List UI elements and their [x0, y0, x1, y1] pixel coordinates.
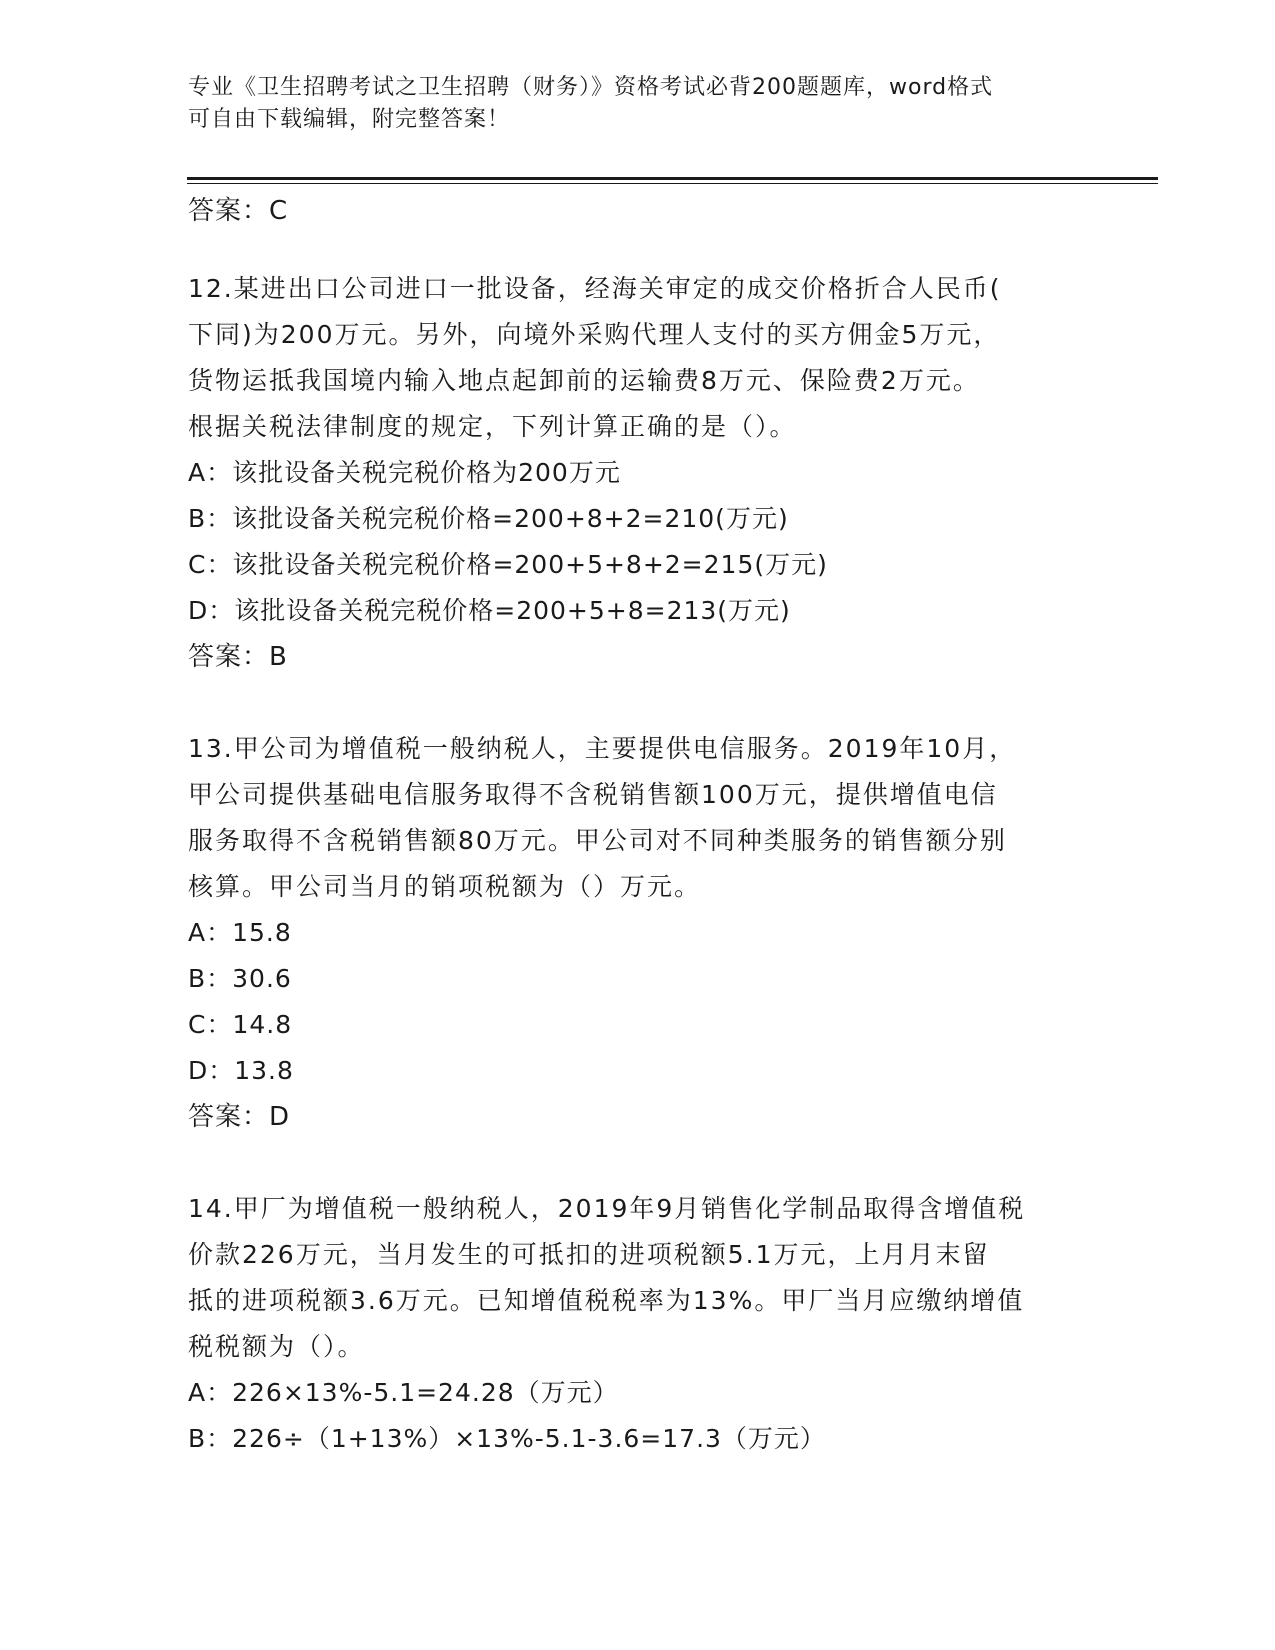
page-header — [188, 72, 1068, 136]
option-d: D：该批设备关税完税价格=200+5+8=213(万元) — [188, 596, 791, 625]
previous-answer: 答案：C — [188, 196, 289, 226]
option-b: B：226÷（1+13%）×13%-5.1-3.6=17.3（万元） — [188, 1424, 826, 1453]
header-divider-thin — [187, 183, 1158, 184]
question-line: 12.某进出口公司进口一批设备，经海关审定的成交价格折合人民币( — [188, 274, 1002, 303]
question-line: 税税额为（）。 — [188, 1332, 365, 1361]
answer: 答案：B — [188, 642, 288, 672]
question-line: 服务取得不含税销售额80万元。甲公司对不同种类服务的销售额分别 — [188, 826, 1007, 855]
option-b: B：该批设备关税完税价格=200+8+2=210(万元) — [188, 504, 789, 533]
question-line: 14.甲厂为增值税一般纳税人，2019年9月销售化学制品取得含增值税 — [188, 1194, 1026, 1223]
question-line: 抵的进项税额3.6万元。已知增值税税率为13%。甲厂当月应缴纳增值 — [188, 1286, 1025, 1315]
question-12 — [188, 266, 1088, 680]
question-line: 13.甲公司为增值税一般纳税人，主要提供电信服务。2019年10月， — [188, 734, 1017, 763]
option-a: A：该批设备关税完税价格为200万元 — [188, 458, 621, 487]
question-line: 货物运抵我国境内输入地点起卸前的运输费8万元、保险费2万元。 — [188, 366, 980, 395]
question-content — [188, 188, 1088, 1462]
option-a: A：226×13%-5.1=24.28（万元） — [188, 1378, 619, 1407]
question-14 — [188, 1186, 1088, 1462]
option-c: C：该批设备关税完税价格=200+5+8+2=215(万元) — [188, 550, 828, 579]
option-b: B：30.6 — [188, 964, 292, 993]
question-line: 甲公司提供基础电信服务取得不含税销售额100万元，提供增值电信 — [188, 780, 998, 809]
header-line-2: 可自由下载编辑，附完整答案！ — [188, 107, 511, 132]
question-text — [188, 1186, 1088, 1370]
question-text — [188, 266, 1088, 450]
option-c: C：14.8 — [188, 1010, 293, 1039]
question-line: 核算。甲公司当月的销项税额为（）万元。 — [188, 872, 702, 901]
option-d: D：13.8 — [188, 1056, 294, 1085]
question-line: 价款226万元，当月发生的可抵扣的进项税额5.1万元，上月月末留 — [188, 1240, 990, 1269]
question-text — [188, 726, 1088, 910]
question-line: 下同)为200万元。另外，向境外采购代理人支付的买方佣金5万元， — [188, 320, 1001, 349]
question-13 — [188, 726, 1088, 1140]
answer: 答案：D — [188, 1102, 291, 1132]
header-line-1: 专业《卫生招聘考试之卫生招聘（财务）》资格考试必背200题题库，word格式 — [188, 75, 994, 100]
option-a: A：15.8 — [188, 918, 292, 947]
question-line: 根据关税法律制度的规定，下列计算正确的是（）。 — [188, 412, 797, 441]
header-divider-thick — [187, 177, 1158, 180]
